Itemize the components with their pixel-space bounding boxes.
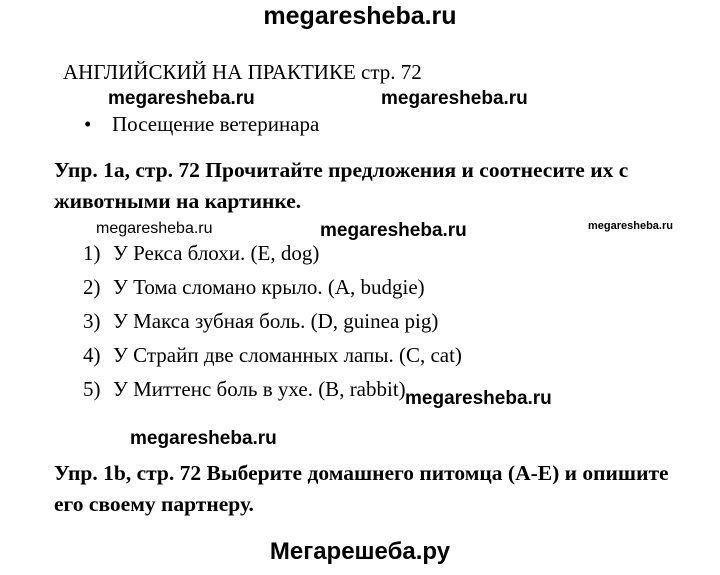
watermark: megaresheba.ru [588, 220, 673, 232]
exercise-1a-heading: Упр. 1а, стр. 72 Прочитайте предложения и соотнесите их с животными на картинке. [54, 158, 629, 213]
item-number: 4) [83, 343, 101, 367]
item-number: 5) [83, 377, 101, 401]
watermark: megaresheba.ru [320, 220, 467, 241]
item-number: 1) [83, 241, 101, 265]
list-item [83, 270, 462, 304]
item-text: У Тома сломано крыло. (A, budgie) [113, 275, 425, 299]
watermark: megaresheba.ru [108, 88, 255, 109]
site-watermark-bottom: Мегарешеба.ру [269, 538, 451, 565]
item-text: У Миттенс боль в ухе. (B, rabbit) [113, 377, 406, 401]
item-number: 3) [83, 309, 101, 333]
list-item [83, 338, 462, 372]
site-watermark-top: megaresheba.ru [263, 2, 457, 30]
topic-bullet [84, 112, 319, 137]
item-text: У Рекса блохи. (E, dog) [113, 241, 320, 265]
answer-list [83, 236, 462, 406]
watermark: megaresheba.ru [130, 428, 277, 449]
exercise-1b-heading: Упр. 1b, стр. 72 Выберите домашнего питомца (А-Е) и опишите его своему партнеру. [54, 461, 669, 516]
watermark: megaresheba.ru [381, 88, 528, 109]
bullet-marker: • [84, 112, 92, 136]
list-item [83, 236, 462, 270]
item-text: У Страйп две сломанных лапы. (C, cat) [113, 343, 462, 367]
item-text: У Макса зубная боль. (D, guinea pig) [113, 309, 439, 333]
item-number: 2) [83, 275, 101, 299]
section-title: АНГЛИЙСКИЙ НА ПРАКТИКЕ стр. 72 [63, 60, 422, 84]
topic-text: Посещение ветеринара [112, 112, 320, 136]
watermark: megaresheba.ru [405, 388, 552, 409]
list-item [83, 304, 462, 338]
watermark: megaresheba.ru [96, 220, 213, 237]
